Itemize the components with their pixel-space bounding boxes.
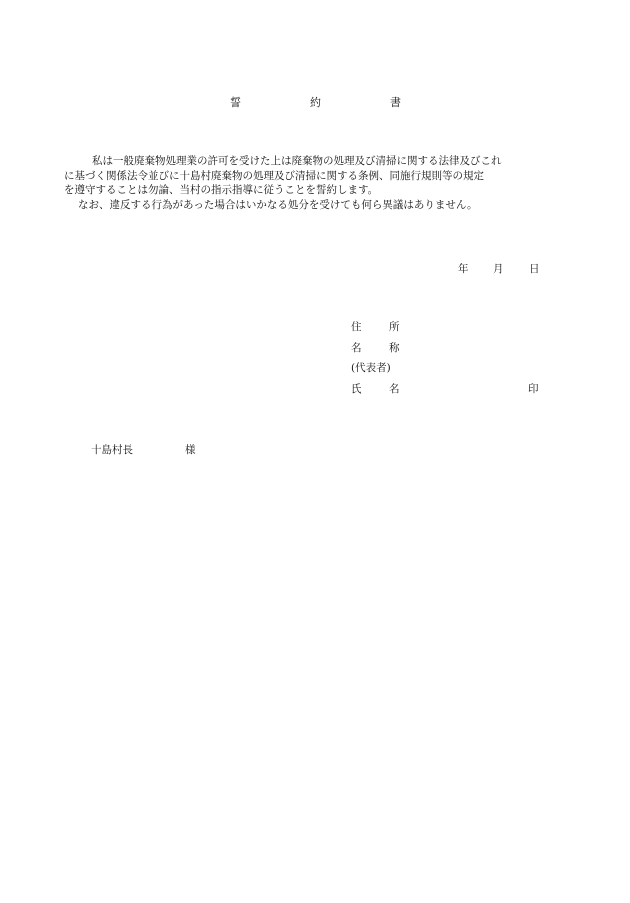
person-name-label-b: 名 bbox=[389, 383, 400, 395]
address-label-a: 住 bbox=[351, 321, 362, 333]
person-name-label-a: 氏 bbox=[351, 383, 362, 395]
seal-mark: 印 bbox=[528, 383, 539, 395]
body-line-3: を遵守することは勿論、当村の指示指導に従うことを誓約します。 bbox=[64, 184, 379, 197]
name-label bbox=[351, 343, 400, 354]
person-name-label bbox=[351, 384, 400, 395]
addressee-name: 十島村長 bbox=[91, 444, 133, 456]
address-label bbox=[351, 322, 400, 333]
address-label-b: 所 bbox=[389, 321, 400, 333]
pledge-body bbox=[64, 154, 553, 213]
title-char-2: 約 bbox=[310, 96, 321, 109]
body-line-4: なお、違反する行為があった場合はいかなる処分を受けても何ら異議はありません。 bbox=[78, 199, 478, 212]
date-month-label: 月 bbox=[493, 263, 504, 275]
body-line-2: に基づく関係法令並びに十島村廃棄物の処理及び清掃に関する条例、同施行規則等の規定 bbox=[64, 169, 484, 182]
title-char-3: 書 bbox=[390, 96, 401, 109]
representative-label: (代表者) bbox=[351, 362, 391, 374]
name-label-a: 名 bbox=[351, 342, 362, 354]
name-label-b: 称 bbox=[389, 342, 400, 354]
title-char-1: 誓 bbox=[230, 96, 241, 109]
date-year-label: 年 bbox=[458, 263, 469, 275]
body-line-1: 私は一般廃棄物処理業の許可を受けた上は廃棄物の処理及び清掃に関する法律及びこれ bbox=[92, 155, 502, 167]
addressee-honorific: 様 bbox=[185, 444, 196, 456]
date-day-label: 日 bbox=[529, 263, 540, 275]
